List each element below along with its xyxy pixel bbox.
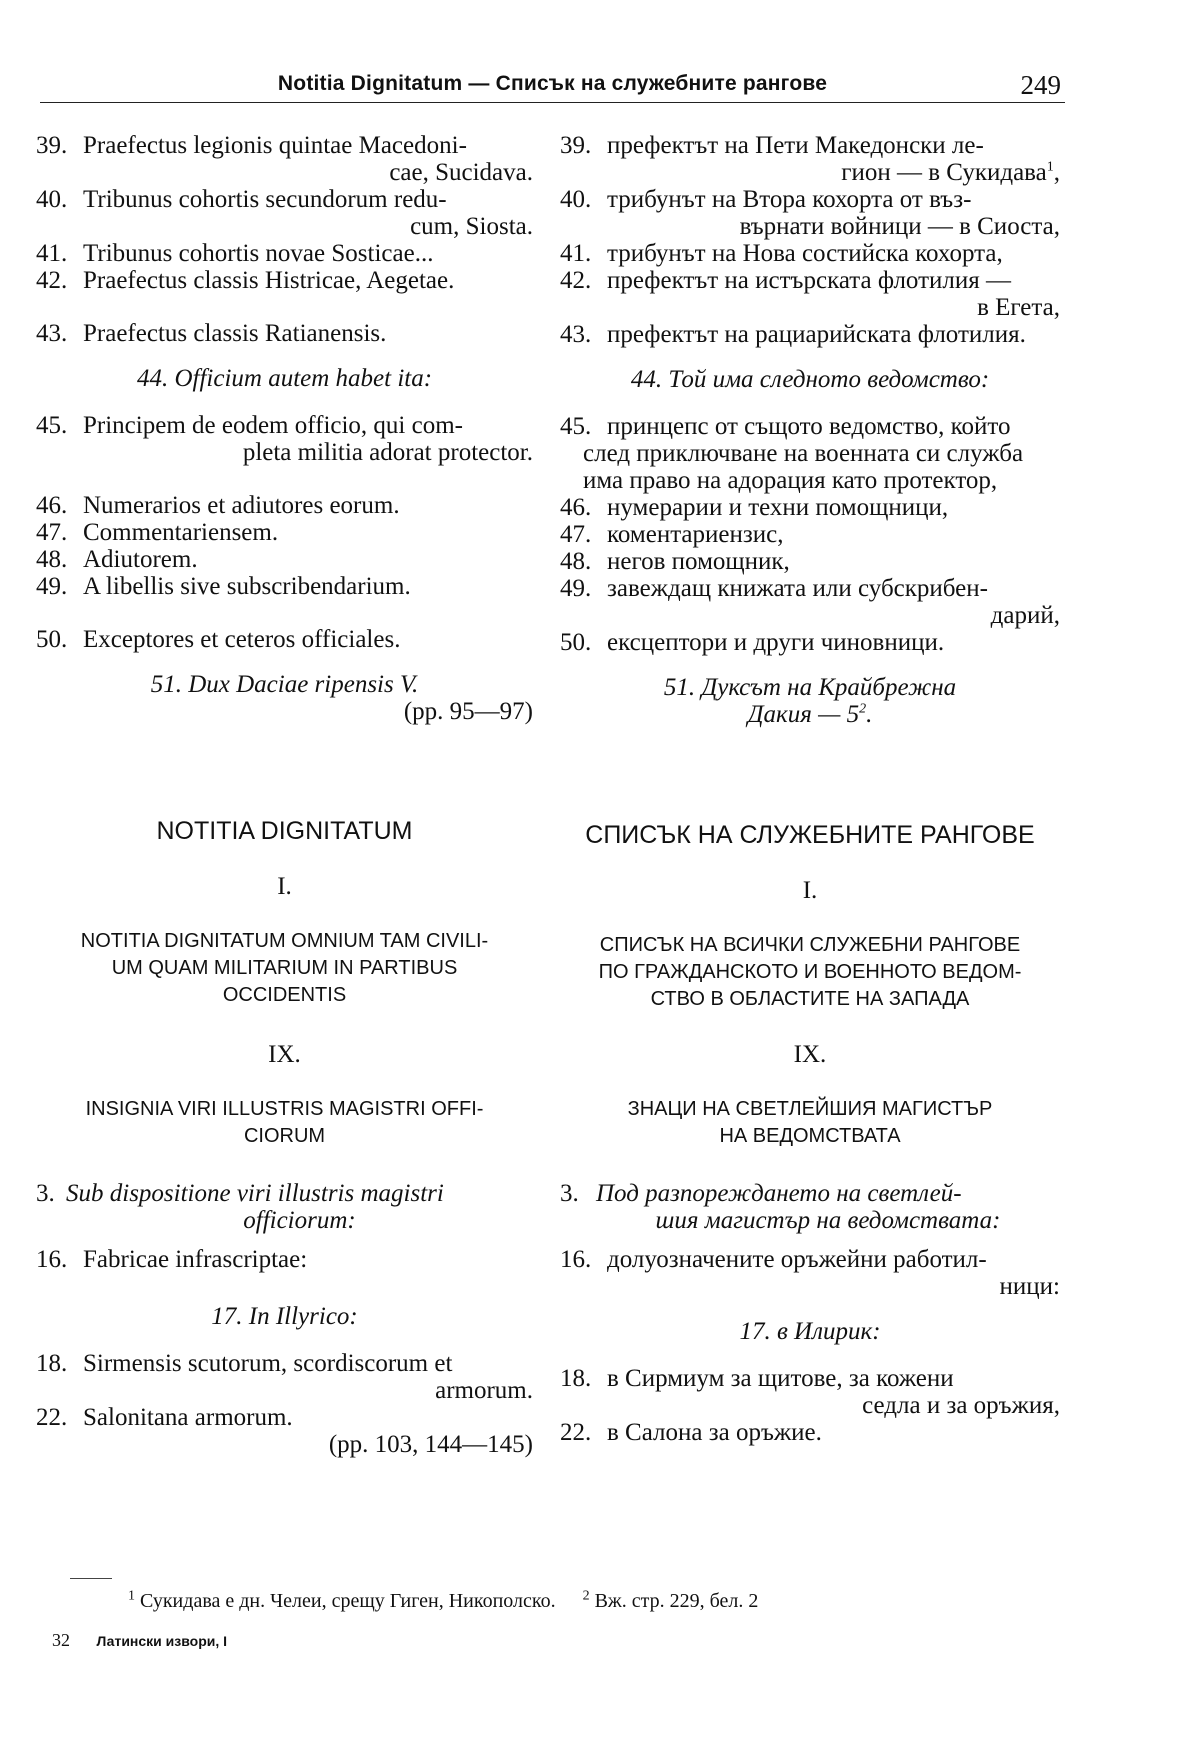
item-number: 3.: [560, 1180, 579, 1207]
list-item: [36, 1350, 533, 1404]
item-text-cont: гион — в Сукидава: [841, 159, 1047, 186]
item-text-cont: върнати войници — в Сиоста,: [739, 213, 1060, 240]
section-title-line1: ЗНАЦИ НА СВЕТЛЕЙШИЯ МАГИСТЪР: [627, 1098, 993, 1120]
list-item: [36, 1404, 533, 1431]
footnotes: [128, 1590, 780, 1613]
sheet-signature: [52, 1630, 227, 1651]
item-number: 50.: [36, 626, 68, 653]
item-number: 45.: [36, 412, 68, 439]
item-text: трибунът на Нова состийска кохорта,: [607, 240, 1003, 267]
list-item: [36, 186, 533, 240]
item-text: Sirmensis scutorum, scordiscorum et: [83, 1350, 453, 1377]
spisak-title: СПИСЪК НА СЛУЖЕБНИТЕ РАНГОВЕ: [585, 821, 1035, 849]
section-title-line2: UM QUAM MILITARIUM IN PARTIBUS: [111, 957, 458, 979]
item-text: Principem de eodem officio, qui com-: [83, 412, 463, 439]
heading-duks-line1: 51. Дуксът на Крайбрежна: [663, 674, 957, 701]
item-text: в Сирмиум за щитове, за кожени: [607, 1365, 954, 1392]
section-title-line1: NOTITIA DIGNITATUM OMNIUM TAM CIVILI-: [80, 930, 489, 952]
item-number: 42.: [560, 267, 592, 294]
item-number: 47.: [36, 519, 68, 546]
item-text: долуозначените оръжейни работил-: [607, 1246, 987, 1273]
item-text: Tribunus cohortis novae Sosticae...: [83, 240, 434, 267]
list-item: [36, 492, 533, 519]
item-number: 50.: [560, 629, 592, 656]
item-number: 41.: [36, 240, 68, 267]
sheet-label: Латински извори, I: [96, 1633, 228, 1649]
item-number: 49.: [36, 573, 68, 600]
item-text: Praefectus legionis quintae Macedoni-: [83, 132, 467, 159]
item-number: 18.: [36, 1350, 68, 1377]
item-text-cont: armorum.: [435, 1377, 533, 1404]
item-number: 48.: [36, 546, 68, 573]
footnote-rule: [70, 1578, 112, 1579]
heading-duks-text: Дакия — 5: [747, 701, 860, 728]
item-text-cont: седла и за оръжия,: [862, 1392, 1060, 1419]
item-number: 48.: [560, 548, 592, 575]
heading-dux: 51. Dux Daciae ripensis V.: [150, 671, 419, 698]
list-item: [36, 626, 533, 653]
page-reference: (pp. 95—97): [403, 698, 533, 725]
bottom-left-column: [36, 818, 533, 1458]
item-text: ексцептори и други чиновници.: [607, 629, 945, 656]
list-item: [560, 1365, 1060, 1419]
item-text: префектът на рациарийската флотилия.: [607, 321, 1026, 348]
footnote-mark: 1: [128, 1588, 135, 1604]
bottom-right-column: [560, 822, 1060, 1446]
item-text: Praefectus classis Histricae, Aegetae.: [83, 267, 455, 294]
item-text: Exceptores et ceteros officiales.: [83, 626, 401, 653]
item-text: принцепс от същото ведомство, който: [607, 413, 1011, 440]
page-reference: (pp. 103, 144—145): [328, 1431, 533, 1458]
item-number: 43.: [36, 320, 68, 347]
list-item: [560, 629, 1060, 656]
page-number: 249: [1020, 70, 1061, 100]
list-item: [36, 267, 533, 294]
section-title-line1: СПИСЪК НА ВСИЧКИ СЛУЖЕБНИ РАНГОВЕ: [599, 934, 1021, 956]
item-number: 40.: [560, 186, 592, 213]
item-number: 39.: [560, 132, 592, 159]
item-text: Salonitana armorum.: [83, 1404, 293, 1431]
item-text-cont: cum, Siosta.: [410, 213, 533, 240]
list-item: [560, 267, 1060, 321]
list-item: [36, 573, 533, 600]
item-text-tail: ,: [1053, 159, 1060, 186]
running-header: [40, 68, 1065, 103]
item-number: 22.: [560, 1419, 592, 1446]
item-text: завеждащ книжата или субскрибен-: [607, 575, 988, 602]
item-text: Fabricae infrascriptae:: [83, 1246, 308, 1273]
list-item: [560, 132, 1060, 186]
item-number: 22.: [36, 1404, 68, 1431]
item-text: трибунът на Втора кохорта от въз-: [607, 186, 972, 213]
item-text: префектът на Пети Македонски ле-: [607, 132, 984, 159]
roman-numeral: I.: [802, 877, 818, 904]
list-item: [36, 1180, 533, 1234]
item-number: 16.: [560, 1246, 592, 1273]
section-title-line2: ПО ГРАЖДАНСКОТО И ВОЕННОТО ВЕДОМ-: [598, 961, 1022, 983]
item-text-cont: ници:: [999, 1273, 1060, 1300]
item-number: 46.: [36, 492, 68, 519]
top-left-column: [36, 132, 533, 725]
footnote-2: Вж. стр. 229, бел. 2: [594, 1590, 759, 1612]
list-item: [560, 1419, 1060, 1446]
list-item: [36, 546, 533, 573]
heading-duks-tail: .: [866, 701, 873, 728]
item-text: Sub dispositione viri illustris magistri: [66, 1180, 444, 1207]
section-title-line3: OCCIDENTIS: [222, 984, 347, 1006]
item-text-cont: pleta militia adorat protector.: [242, 439, 533, 466]
list-item: [560, 548, 1060, 575]
item-number: 46.: [560, 494, 592, 521]
item-text-cont: cae, Sucidava.: [389, 159, 533, 186]
heading-duks-line2: [560, 701, 1060, 728]
item-text: негов помощник,: [607, 548, 790, 575]
item-text-cont: в Егета,: [977, 294, 1060, 321]
heading-vedomstvo: 44. Той има следното ведомство:: [630, 366, 990, 393]
footnote-mark: 2: [859, 701, 867, 717]
roman-numeral: IX.: [268, 1041, 301, 1068]
item-number: 49.: [560, 575, 592, 602]
notitia-title: NOTITIA DIGNITATUM: [156, 817, 413, 845]
item-text-cont: дарий,: [990, 602, 1060, 629]
running-title: Notitia Dignitatum — Списък на служебните рангове: [277, 72, 828, 95]
item-number: 42.: [36, 267, 68, 294]
footnote-1: Сукидава е дн. Челеи, срещу Гиген, Никополско.: [140, 1590, 556, 1612]
item-number: 41.: [560, 240, 592, 267]
list-item: [560, 494, 1060, 521]
item-number: 39.: [36, 132, 68, 159]
list-item: [36, 1246, 533, 1273]
top-right-column: [560, 132, 1060, 728]
list-item: [560, 1180, 1060, 1234]
item-number: 43.: [560, 321, 592, 348]
list-item: [560, 1246, 1060, 1300]
footnote-mark: 1: [1046, 159, 1054, 175]
list-item: [36, 240, 533, 267]
list-item: [560, 240, 1060, 267]
item-text: Adiutorem.: [83, 546, 198, 573]
list-item: [36, 519, 533, 546]
item-number: 47.: [560, 521, 592, 548]
footnote-mark: 2: [582, 1588, 590, 1604]
item-number: 18.: [560, 1365, 592, 1392]
list-item: [560, 186, 1060, 240]
item-text: в Салона за оръжие.: [607, 1419, 822, 1446]
list-item: [36, 320, 533, 347]
item-number: 40.: [36, 186, 68, 213]
heading-officium: 44. Officium autem habet ita:: [136, 365, 433, 392]
item-number: 45.: [560, 413, 592, 440]
section-title-line1: INSIGNIA VIRI ILLUSTRIS MAGISTRI OFFI-: [85, 1098, 484, 1120]
item-text: Tribunus cohortis secundorum redu-: [83, 186, 447, 213]
item-text-line2: след приключване на военната си служба: [583, 440, 1024, 467]
item-text: Под разпореждането на светлей-: [596, 1180, 962, 1207]
list-item: [36, 132, 533, 186]
item-text: Commentariensem.: [83, 519, 279, 546]
item-text: нумерарии и техни помощници,: [607, 494, 949, 521]
list-item: [560, 521, 1060, 548]
item-number: 16.: [36, 1246, 68, 1273]
list-item: [36, 412, 533, 466]
item-text: префектът на истърската флотилия —: [607, 267, 1011, 294]
sheet-number: 32: [52, 1630, 70, 1650]
heading-ilirik: 17. в Илирик:: [739, 1318, 881, 1345]
item-text: Numerarios et adiutores eorum.: [83, 492, 400, 519]
item-text-line2: officiorum:: [243, 1207, 356, 1234]
list-item: [560, 413, 1060, 494]
item-text: A libellis sive subscribendarium.: [83, 573, 411, 600]
item-number: 3.: [36, 1180, 55, 1207]
item-text-line2: шия магистър на ведомствата:: [655, 1207, 1001, 1234]
section-title-line2: НА ВЕДОМСТВАТА: [719, 1125, 901, 1147]
heading-illyrico: 17. In Illyrico:: [211, 1303, 358, 1330]
roman-numeral: IX.: [793, 1041, 827, 1068]
list-item: [560, 321, 1060, 348]
list-item: [560, 575, 1060, 629]
item-text-line3: има право на адорация като протектор,: [583, 467, 998, 494]
roman-numeral: I.: [277, 873, 292, 900]
section-title-line2: CIORUM: [243, 1125, 326, 1147]
section-title-line3: СТВО В ОБЛАСТИТЕ НА ЗАПАДА: [650, 988, 970, 1010]
item-text: коментариензис,: [607, 521, 784, 548]
item-text: Praefectus classis Ratianensis.: [83, 320, 387, 347]
